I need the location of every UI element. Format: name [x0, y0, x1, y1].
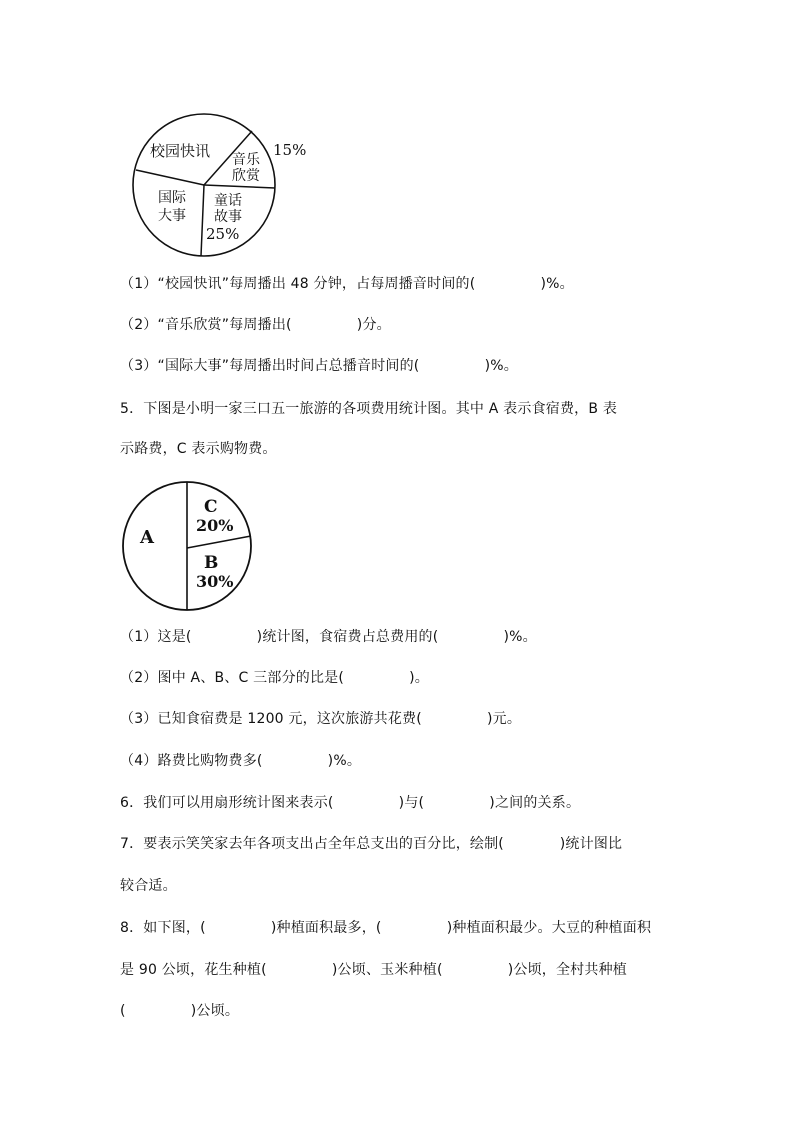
question-6: 6．我们可以用扇形统计图来表示( )与( )之间的关系。 — [120, 795, 581, 811]
slice-label-a: A — [140, 527, 154, 548]
question-5-2: （2）图中 A、B、C 三部分的比是( )。 — [120, 670, 429, 686]
pie-divider — [136, 170, 204, 185]
question-5-prompt: 5．下图是小明一家三口五一旅游的各项费用统计图。其中 A 表示食宿费，B 表 — [120, 401, 618, 417]
question-8: 是 90 公顷，花生种植( )公顷、玉米种植( )公顷，全村共种植 — [120, 962, 627, 978]
question-5-prompt: 示路费，C 表示购物费。 — [120, 441, 277, 457]
question-8: ( )公顷。 — [120, 1003, 240, 1019]
question-4-3: （3）“国际大事”每周播出时间占总播音时间的( )%。 — [120, 358, 518, 374]
broadcast-pie-chart — [120, 110, 320, 260]
slice-label-music: 音乐 — [232, 152, 260, 168]
slice-label-world: 国际 — [158, 190, 186, 206]
question-4-1: （1）“校园快讯”每周播出 48 分钟，占每周播音时间的( )%。 — [120, 276, 574, 292]
question-7: 7．要表示笑笑家去年各项支出占全年总支出的百分比，绘制( )统计图比 — [120, 836, 623, 852]
slice-label-music: 欣赏 — [232, 168, 260, 184]
slice-value-c: 20% — [196, 516, 234, 535]
slice-label-c: C — [204, 497, 218, 517]
slice-value-b: 30% — [196, 572, 234, 591]
slice-label-story: 童话 — [214, 193, 242, 209]
slice-value-story: 25% — [206, 225, 240, 243]
question-5-4: （4）路费比购物费多( )%。 — [120, 753, 362, 769]
question-5-3: （3）已知食宿费是 1200 元，这次旅游共花费( )元。 — [120, 711, 522, 727]
travel-expense-pie-chart — [120, 478, 260, 614]
slice-value-music: 15% — [273, 141, 307, 159]
slice-label-story: 故事 — [214, 209, 242, 225]
slice-label-world: 大事 — [158, 208, 186, 224]
pie-divider — [187, 536, 251, 548]
slice-label-b: B — [204, 553, 219, 573]
question-7: 较合适。 — [120, 878, 177, 894]
pie-divider — [201, 185, 204, 256]
pie-divider — [204, 185, 275, 188]
slice-label-campus: 校园快讯 — [150, 142, 211, 160]
question-5-1: （1）这是( )统计图，食宿费占总费用的( )%。 — [120, 629, 537, 645]
question-4-2: （2）“音乐欣赏”每周播出( )分。 — [120, 317, 391, 333]
question-8: 8．如下图，( )种植面积最多，( )种植面积最少。大豆的种植面积 — [120, 920, 652, 936]
